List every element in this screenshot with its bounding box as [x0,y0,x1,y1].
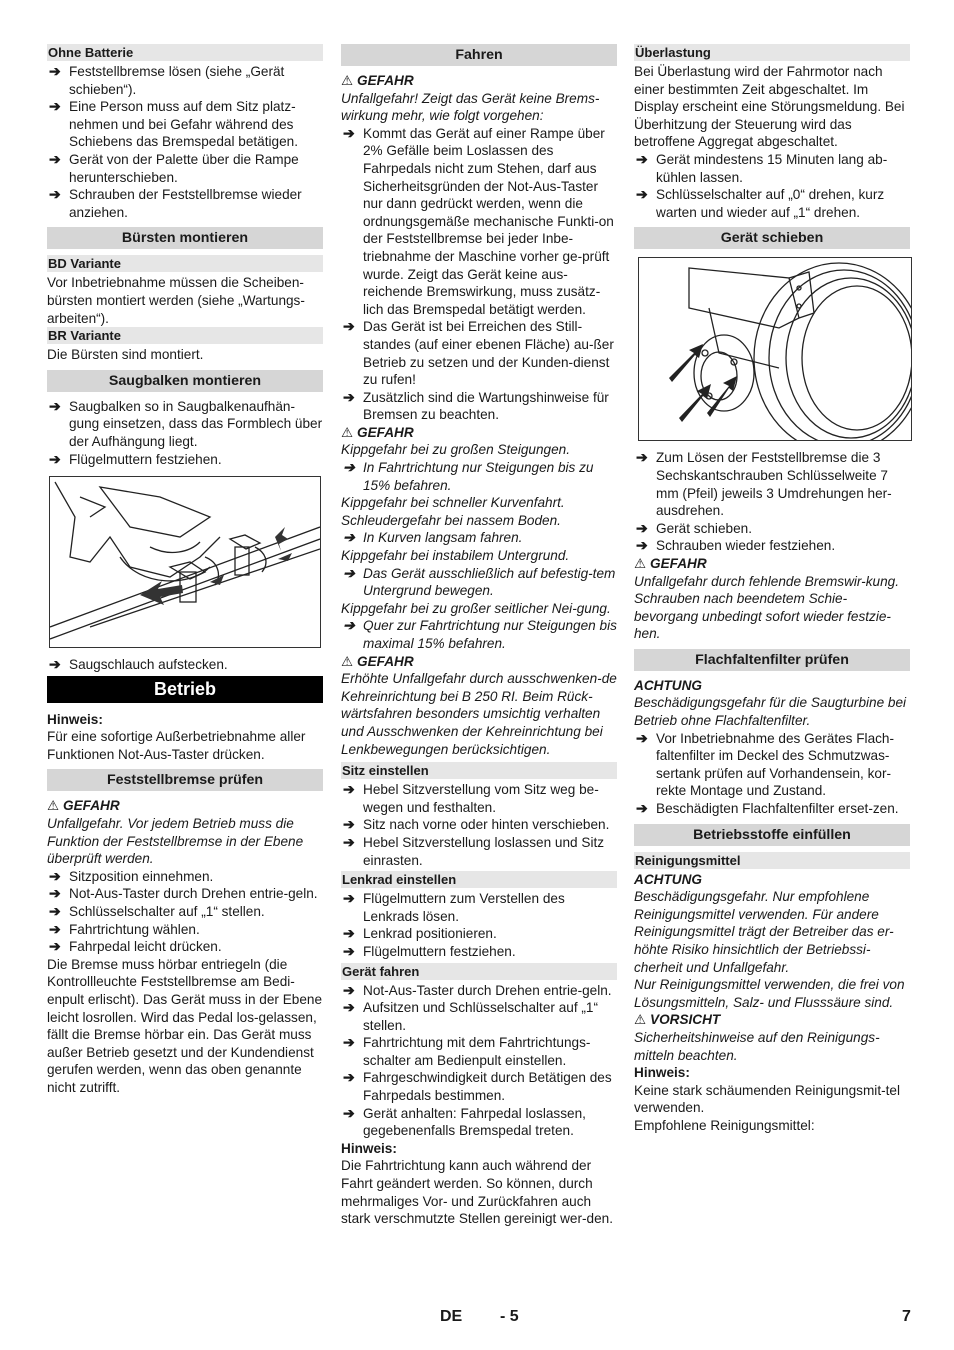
arrow-icon: ➔ [343,529,355,546]
list-item: ➔ Fahrtrichtung mit dem Fahrtrichtungs-schalter am Bedienpult einstellen. [343,1034,591,1068]
list-item: ➔ Kommt das Gerät auf einer Rampe über 2% Gefälle beim Loslassen des Fahrpedals nicht zum Stehen, darf aus Sicherheitsgründen der Not-Aus-Taster nur dann gedrückt werden, wenn die ordnungsgemäße mechanische Funkti-on der Feststellbremse bei jeder Inbe-triebnahme der Maschine vorher ge-prüft wurde. Zeigt das Gerät keine aus-reichende Bremswirkung, muss zusätz-lich das Bremspedal betätigt werden. [343,124,614,317]
list-item: ➔ Not-Aus-Taster durch Drehen entrie-geln. [49,885,318,902]
paragraph: Die Bürsten sind montiert. [47,347,204,363]
list-item: ➔ Hebel Sitzverstellung loslassen und Sitz einrasten. [343,833,605,868]
arrow-icon: ➔ [343,1069,355,1086]
list-item: ➔ Schrauben wieder festziehen. [636,537,836,554]
arrow-icon: ➔ [343,459,355,476]
arrow-icon: ➔ [49,938,61,955]
arrow-icon: ➔ [343,816,355,833]
list-item: ➔ Fahrtrichtung wählen. [49,920,200,937]
arrow-icon: ➔ [343,318,355,335]
arrow-icon: ➔ [343,1104,355,1121]
warning-text: Unfallgefahr. Vor jedem Betrieb muss die Funktion der Feststellbremse in der Ebene überprüft werden. [47,816,304,867]
warning-text: Beschädigungsgefahr. Nur empfohlene Reinigungsmittel verwenden. Für andere Reinigungsmittel trägt der Betreiber das er-höhte Risiko hinsichtlich der Betriebssi-cherheit und Unfallgefahr. [634,889,894,975]
warning-text: Unfallgefahr durch fehlende Bremswir-kung. Schrauben nach beendetem Schie-bevorgang unbedingt sofort wieder festzie-hen. [634,573,899,642]
arrow-icon: ➔ [49,98,61,115]
footer-page-ref: - 5 [500,1308,519,1325]
warning-text: Sicherheitshinweise auf den Reinigungs-mitteln beachten. [634,1029,880,1063]
warning-text: Unfallgefahr! Zeigt das Gerät keine Brems-wirkung mehr, wie folgt vorgehen: [341,90,600,124]
arrow-icon: ➔ [636,519,648,536]
arrow-icon: ➔ [343,781,355,798]
list-item: ➔ Sitzposition einnehmen. [49,867,214,884]
warning-triangle-icon: ⚠ [341,73,354,88]
warning-text: Beschädigungsgefahr für die Saugturbine bei Betrieb ohne Flachfaltenfilter. [634,695,907,729]
saugbalken-illustration [50,477,320,647]
warning-text: Erhöhte Unfallgefahr durch ausschwenken-de Kehreinrichtung bei B 250 RI. Beim Rück-wärtsfahren besonders umsichtig verhalten und Ausschwenken der Kehreinrichtung bei Lenkbewegungen berücksichtigen. [341,671,617,757]
section-heading-betriebsstoffe: Betriebsstoffe einfüllen [634,824,910,846]
arrow-icon: ➔ [49,885,61,902]
subheading-ueberlastung: Überlastung [634,44,910,61]
arrow-icon: ➔ [343,1034,355,1051]
warning-gefahr: ⚠ GEFAHR [341,653,414,669]
arrow-icon: ➔ [343,564,355,581]
arrow-icon: ➔ [343,833,355,850]
arrow-icon: ➔ [49,186,61,203]
arrow-icon: ➔ [49,150,61,167]
subheading-bd-variante: BD Variante [47,255,323,272]
figure-saugbalken [49,476,321,648]
arrow-icon: ➔ [636,150,648,167]
warning-text: Kippgefahr bei zu großen Steigungen. [341,442,570,458]
paragraph: Bei Überlastung wird der Fahrmotor nach einer bestimmten Zeit abgeschaltet. Im Display erscheint eine Störungsmeldung. Bei Überhitzung der Steuerung wird das betroffene Aggregat abgeschaltet. [634,64,905,150]
arrow-icon: ➔ [343,890,355,907]
achtung-label: ACHTUNG [634,871,702,887]
warning-gefahr: ⚠ GEFAHR [341,424,414,440]
arrow-icon: ➔ [49,397,61,414]
subheading-geraet-fahren: Gerät fahren [341,963,617,980]
subheading-ohne-batterie: Ohne Batterie [47,44,323,61]
list-item: ➔ Beschädigten Flachfaltenfilter erset-zen. [636,800,899,817]
list-item: ➔ Aufsitzen und Schlüsselschalter auf „1“ stellen. [343,999,598,1033]
list-item: ➔ Fahrgeschwindigkeit durch Betätigen des Fahrpedals bestimmen. [343,1069,612,1104]
chapter-heading-betrieb: Betrieb [47,676,323,703]
arrow-icon: ➔ [49,903,61,920]
list-item: ➔ Schlüsselschalter auf „0“ drehen, kurz warten und wieder auf „1“ drehen. [636,186,885,220]
arrow-icon: ➔ [343,617,355,634]
list-item: ➔ Schlüsselschalter auf „1“ stellen. [49,903,265,920]
warning-vorsicht: ⚠ VORSICHT [634,1012,721,1028]
warning-gefahr: ⚠ GEFAHR [634,555,707,571]
arrow-icon: ➔ [343,388,355,405]
arrow-icon: ➔ [49,450,61,467]
list-item: ➔ Zusätzlich sind die Wartungshinweise für Bremsen zu beachten. [343,388,609,423]
list-item: ➔ In Fahrtrichtung nur Steigungen bis zu 15% befahren. [343,459,594,493]
arrow-icon: ➔ [343,999,355,1016]
list-item: ➔ Quer zur Fahrtrichtung nur Steigungen bis maximal 15% befahren. [343,617,617,651]
section-heading-geraet-schieben: Gerät schieben [634,227,910,249]
arrow-icon: ➔ [636,449,648,466]
warning-text: Nur Reinigungsmittel verwenden, die frei von Lösungsmitteln, Salz- und Flusssäure sind. [634,977,905,1010]
list-item: ➔ Gerät mindestens 15 Minuten lang ab-kühlen lassen. [636,150,888,185]
list-item: ➔ Das Gerät ist bei Erreichen des Still-standes (auf einer ebenen Fläche) au-ßer Betrieb zu setzen und der Kunden-dienst zu rufen! [343,318,614,388]
achtung-label: ACHTUNG [634,677,702,693]
list-item: ➔ Gerät von der Palette über die Rampe herunterschieben. [49,150,299,185]
footer-page-number: 7 [902,1308,911,1325]
arrow-icon: ➔ [636,537,648,554]
brake-illustration [639,258,911,440]
warning-text: Kippgefahr bei schneller Kurvenfahrt. Schleudergefahr bei nassem Boden. [341,495,565,528]
figure-feststellbremse [638,257,912,441]
warning-triangle-icon: ⚠ [634,1012,647,1028]
list-item: ➔ Hebel Sitzverstellung vom Sitz weg be-wegen und festhalten. [343,781,599,815]
warning-triangle-icon: ⚠ [341,424,354,440]
section-heading-flachfaltenfilter: Flachfaltenfilter prüfen [634,649,910,671]
arrow-icon: ➔ [343,942,355,959]
list-item: ➔ Fahrpedal leicht drücken. [49,938,222,955]
paragraph: Die Bremse muss hörbar entriegeln (die Kontrollleuchte Feststellbremse am Bedi-enpult erlischt). Das Gerät muss in der Ebene leicht losrollen. Wird das Pedal los-gelassen, fällt die Bremse hörbar ein. Das Gerät muss außer Betrieb gesetzt und der Kundendienst gerufen werden, wenn das oben genannte nicht zutrifft. [47,956,323,1095]
section-heading-buersten: Bürsten montieren [47,227,323,249]
column-3 [634,44,910,1135]
arrow-icon: ➔ [343,981,355,998]
warning-gefahr: ⚠ GEFAHR [47,798,120,814]
warning-triangle-icon: ⚠ [47,798,60,814]
warning-text: Kippgefahr bei instabilem Untergrund. [341,548,570,564]
section-heading-feststellbremse: Feststellbremse prüfen [47,769,323,791]
hinweis-label: Hinweis: [341,1140,397,1156]
list-item: ➔ Vor Inbetriebnahme des Gerätes Flach-faltenfilter im Deckel des Schmutzwas-sertank prüfen auf Vorhandensein, kor-rekte Montage und Zustand. [636,729,895,799]
list-item: ➔ Gerät anhalten: Fahrpedal loslassen, gegebenenfalls Bremspedal treten. [343,1104,586,1139]
section-heading-fahren: Fahren [341,44,617,66]
paragraph: Keine stark schäumenden Reinigungsmit-tel verwenden. [634,1082,900,1116]
column-2 [341,44,617,1228]
warning-triangle-icon: ⚠ [634,555,647,571]
arrow-icon: ➔ [49,63,61,79]
column-1 [47,44,323,1097]
arrow-icon: ➔ [636,186,648,203]
subheading-reinigungsmittel: Reinigungsmittel [634,852,910,869]
warning-text: Kippgefahr bei zu großer seitlicher Nei-gung. [341,600,611,616]
arrow-icon: ➔ [49,867,61,884]
list-item: ➔ Flügelmuttern festziehen. [343,942,516,959]
hinweis-label: Hinweis: [634,1065,690,1081]
paragraph: Empfohlene Reinigungsmittel: [634,1117,815,1133]
list-item: ➔ Saugbalken so in Saugbalkenaufhän-gung einsetzen, dass das Formblech über der Aufhängung liegt. [49,397,323,449]
section-heading-saugbalken: Saugbalken montieren [47,370,323,392]
list-item: ➔ Not-Aus-Taster durch Drehen entrie-geln. [343,981,612,998]
arrow-icon: ➔ [343,124,355,141]
list-item: ➔ Das Gerät ausschließlich auf befestig-tem Untergrund bewegen. [343,564,616,599]
arrow-icon: ➔ [636,800,648,817]
list-item: ➔ Saugschlauch aufstecken. [49,656,228,673]
arrow-icon: ➔ [49,656,61,673]
arrow-icon: ➔ [49,920,61,937]
list-item: ➔ Sitz nach vorne oder hinten verschieben. [343,816,610,833]
list-item: ➔ In Kurven langsam fahren. [343,529,523,546]
list-item: ➔ Flügelmuttern zum Verstellen des Lenkrads lösen. [343,890,565,924]
footer-language: DE [440,1308,463,1325]
arrow-icon: ➔ [636,729,648,746]
paragraph: Vor Inbetriebnahme müssen die Scheiben-bürsten montiert werden (siehe „Wartungs-arbeiten“). [47,275,305,326]
subheading-lenkrad: Lenkrad einstellen [341,871,617,888]
list-item: ➔ Eine Person muss auf dem Sitz platz-nehmen und bei Gefahr während des Schiebens das Bremspedal betätigen. [49,98,298,150]
list-item: ➔ Flügelmuttern festziehen. [49,450,222,467]
hinweis-label: Hinweis: [47,711,103,727]
warning-triangle-icon: ⚠ [341,653,354,669]
subheading-sitz: Sitz einstellen [341,762,617,779]
list-item: ➔ Lenkrad positionieren. [343,925,497,942]
list-item: ➔ Gerät schieben. [636,519,752,536]
warning-gefahr: ⚠ GEFAHR [341,73,414,88]
paragraph: Für eine sofortige Außerbetriebnahme aller Funktionen Not-Aus-Taster drücken. [47,729,306,762]
subheading-br-variante: BR Variante [47,327,323,344]
list-item: ➔ Feststellbremse lösen (siehe „Gerät schieben“). [49,63,285,97]
paragraph: Die Fahrtrichtung kann auch während der Fahrt geändert werden. So können, durch mehrmaliges Vor- und Zurückfahren auch stark verschmutzte Stellen gereinigt wer-den. [341,1158,613,1227]
arrow-icon: ➔ [343,925,355,942]
list-item: ➔ Zum Lösen der Feststellbremse die 3 Sechskantschrauben Schlüsselweite 7 mm (Pfeil) jeweils 3 Umdrehungen her-ausdrehen. [636,449,892,519]
list-item: ➔ Schrauben der Feststellbremse wieder anziehen. [49,186,302,220]
